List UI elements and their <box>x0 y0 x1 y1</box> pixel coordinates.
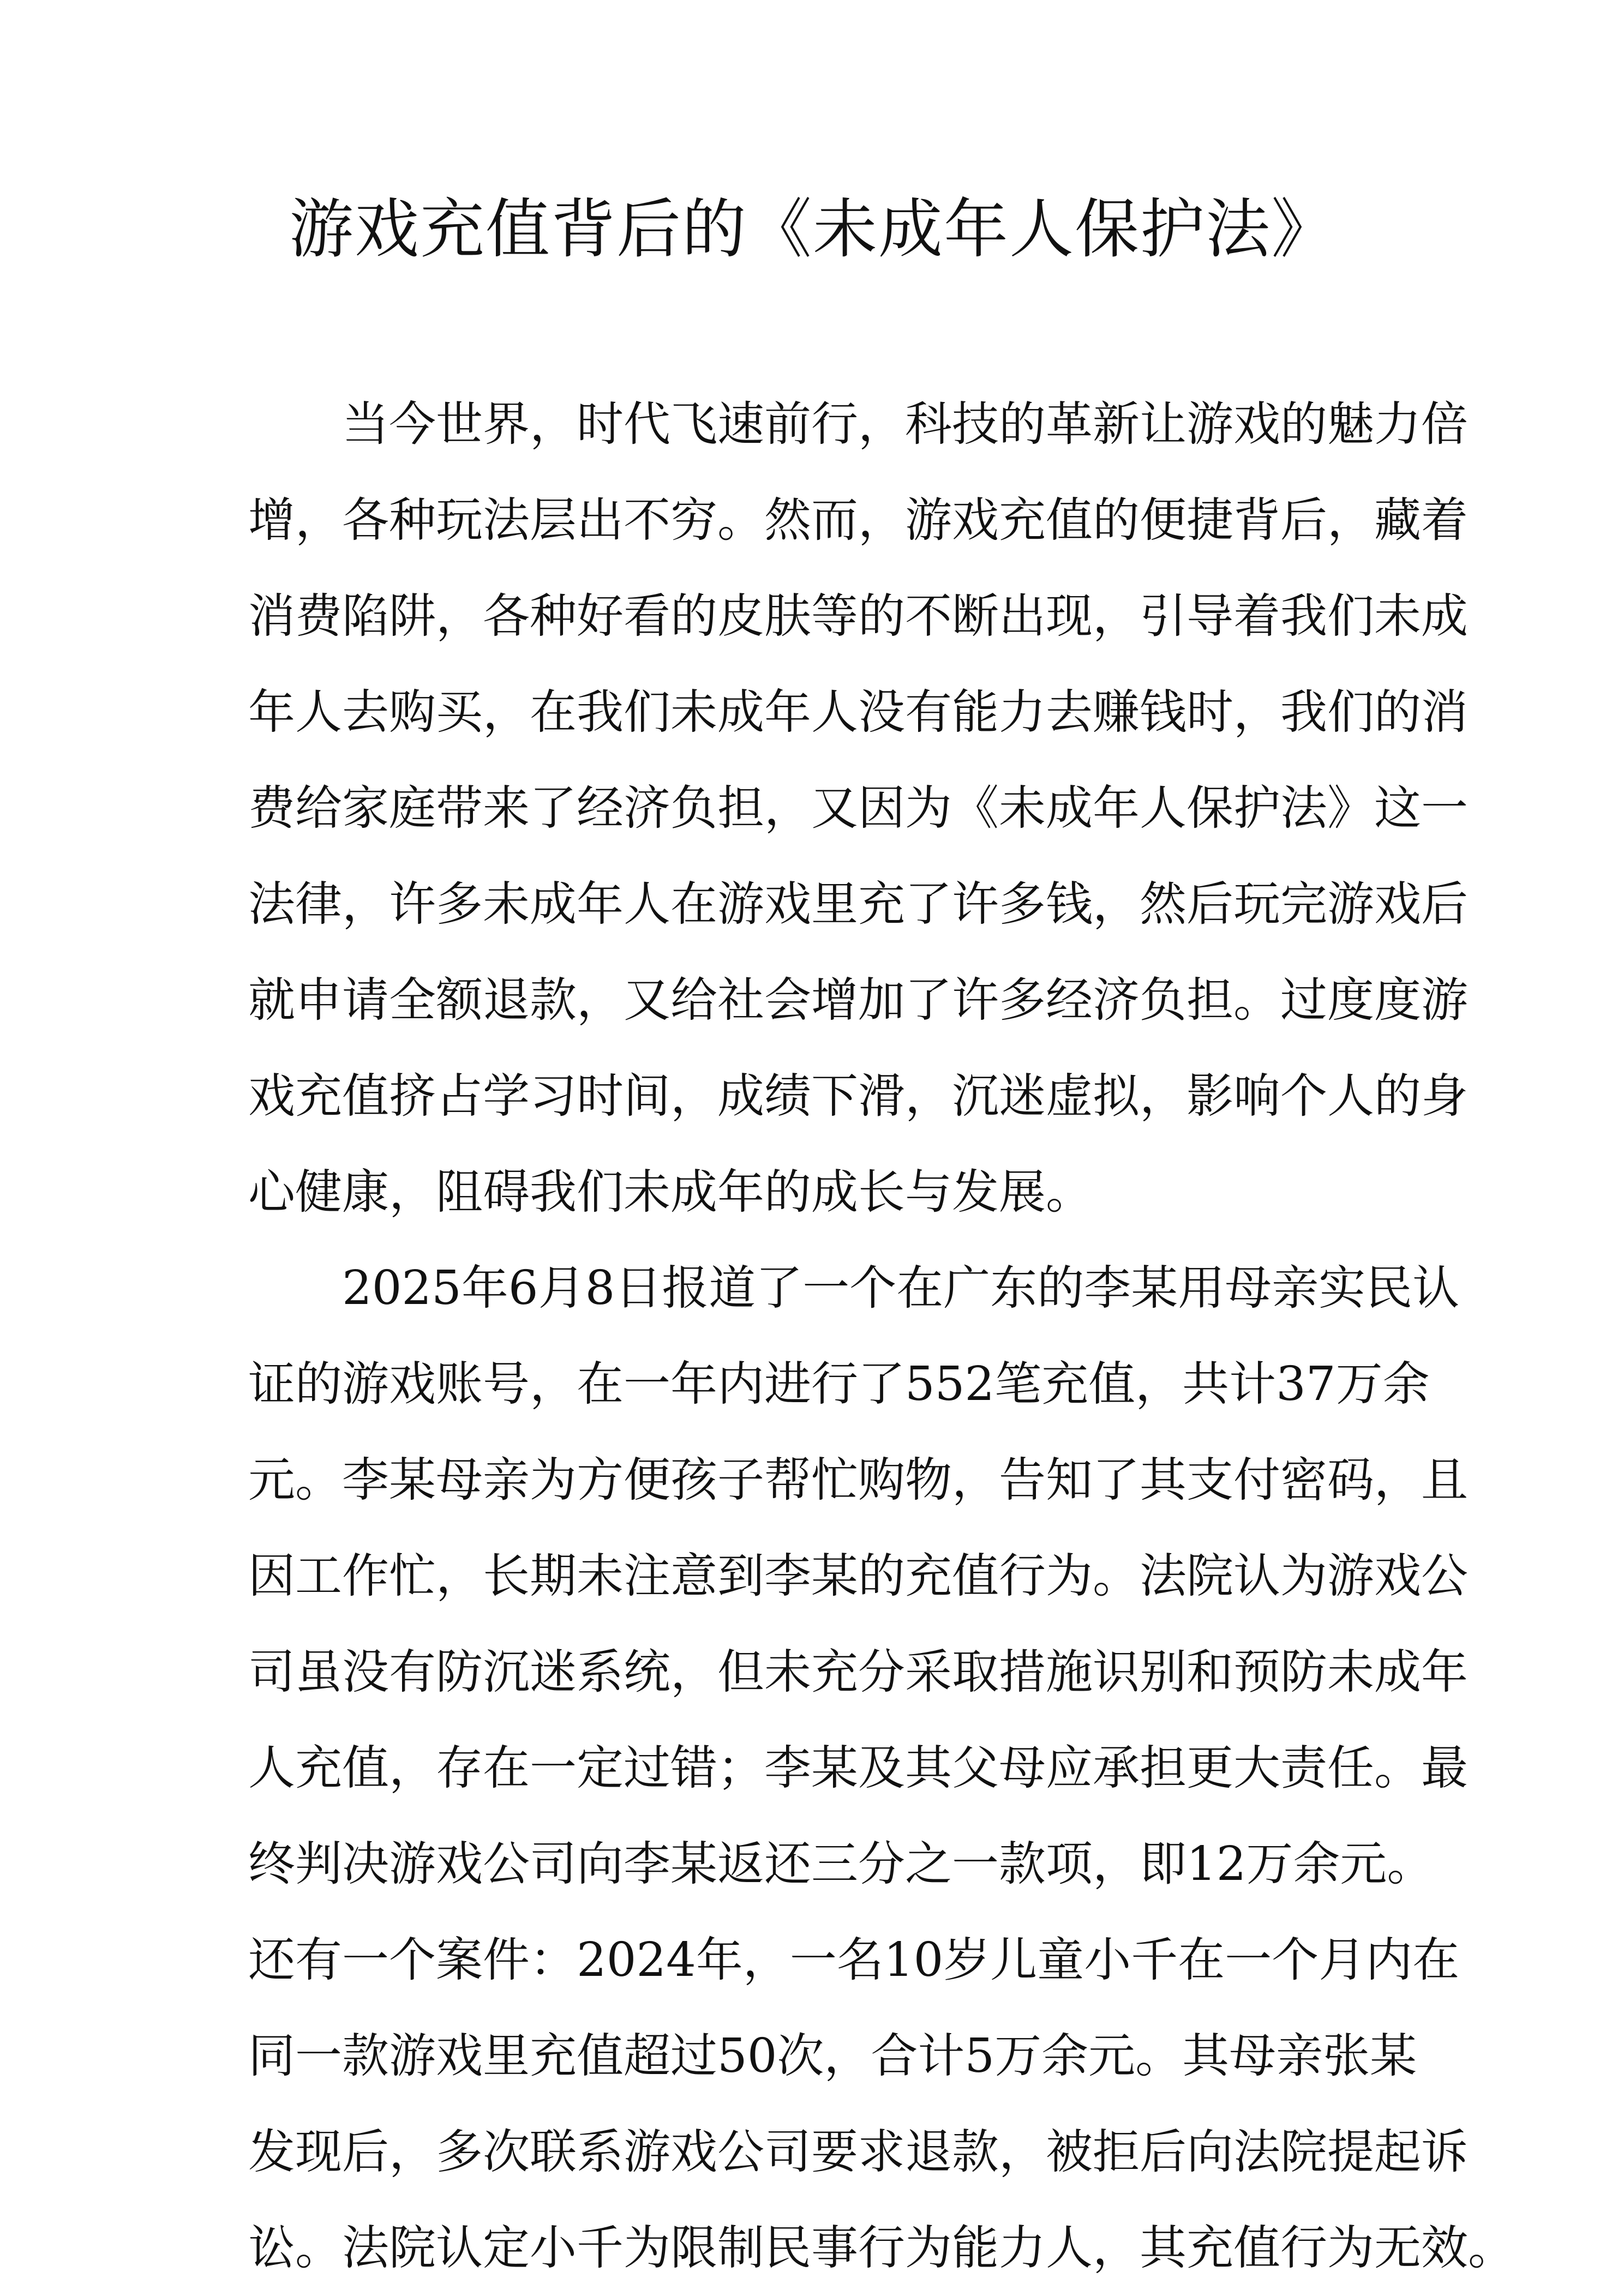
paragraph-1-line: 戏充值挤占学习时间，成绩下滑，沉迷虚拟，影响个人的身 <box>248 1069 1468 1123</box>
paragraph-1-line: 法律，许多未成年人在游戏里充了许多钱，然后玩完游戏后 <box>248 877 1468 931</box>
paragraph-2-line: 2025年6月8日报道了一个在广东的李某用母亲实民认 <box>342 1261 1460 1315</box>
document-title: 游戏充值背后的《未成年人保护法》 <box>289 191 1337 267</box>
paragraph-2-line: 同一款游戏里充值超过50次，合计5万余元。其母亲张某 <box>248 2029 1417 2083</box>
paragraph-2-line: 司虽没有防沉迷系统，但未充分采取措施识别和预防未成年 <box>248 1645 1468 1699</box>
paragraph-1-line: 消费陷阱，各种好看的皮肤等的不断出现，引导着我们未成 <box>248 589 1468 644</box>
paragraph-1-line: 年人去购买，在我们未成年人没有能力去赚钱时，我们的消 <box>248 685 1468 740</box>
document-body <box>248 376 1515 2296</box>
paragraph-2-line: 因工作忙，长期未注意到李某的充值行为。法院认为游戏公 <box>248 1549 1468 1603</box>
paragraph-1-line: 当今世界，时代飞速前行，科技的革新让游戏的魅力倍 <box>342 397 1468 452</box>
paragraph-1-line: 增，各种玩法层出不穷。然而，游戏充值的便捷背后，藏着 <box>248 493 1468 548</box>
paragraph-2-line: 元。李某母亲为方便孩子帮忙购物，告知了其支付密码，且 <box>248 1453 1468 1507</box>
paragraph-2-line: 发现后，多次联系游戏公司要求退款，被拒后向法院提起诉 <box>248 2125 1468 2179</box>
paragraph-2-line: 还有一个案件：2024年，一名10岁儿童小千在一个月内在 <box>248 1933 1460 1987</box>
paragraph-2-line: 终判决游戏公司向李某返还三分之一款项，即12万余元。 <box>248 1837 1434 1891</box>
paragraph-1-line: 心健康，阻碍我们未成年的成长与发展。 <box>248 1165 1093 1219</box>
paragraph-1-line: 就申请全额退款，又给社会增加了许多经济负担。过度度游 <box>248 973 1468 1027</box>
paragraph-2-line: 证的游戏账号，在一年内进行了552笔充值，共计37万余 <box>248 1357 1430 1411</box>
paragraph-2-line: 讼。法院认定小千为限制民事行为能力人，其充值行为无效。 <box>248 2221 1515 2275</box>
paragraph-2-line: 人充值，存在一定过错；李某及其父母应承担更大责任。最 <box>248 1741 1468 1795</box>
paragraph-1-line: 费给家庭带来了经济负担，又因为《未成年人保护法》这一 <box>248 781 1468 836</box>
